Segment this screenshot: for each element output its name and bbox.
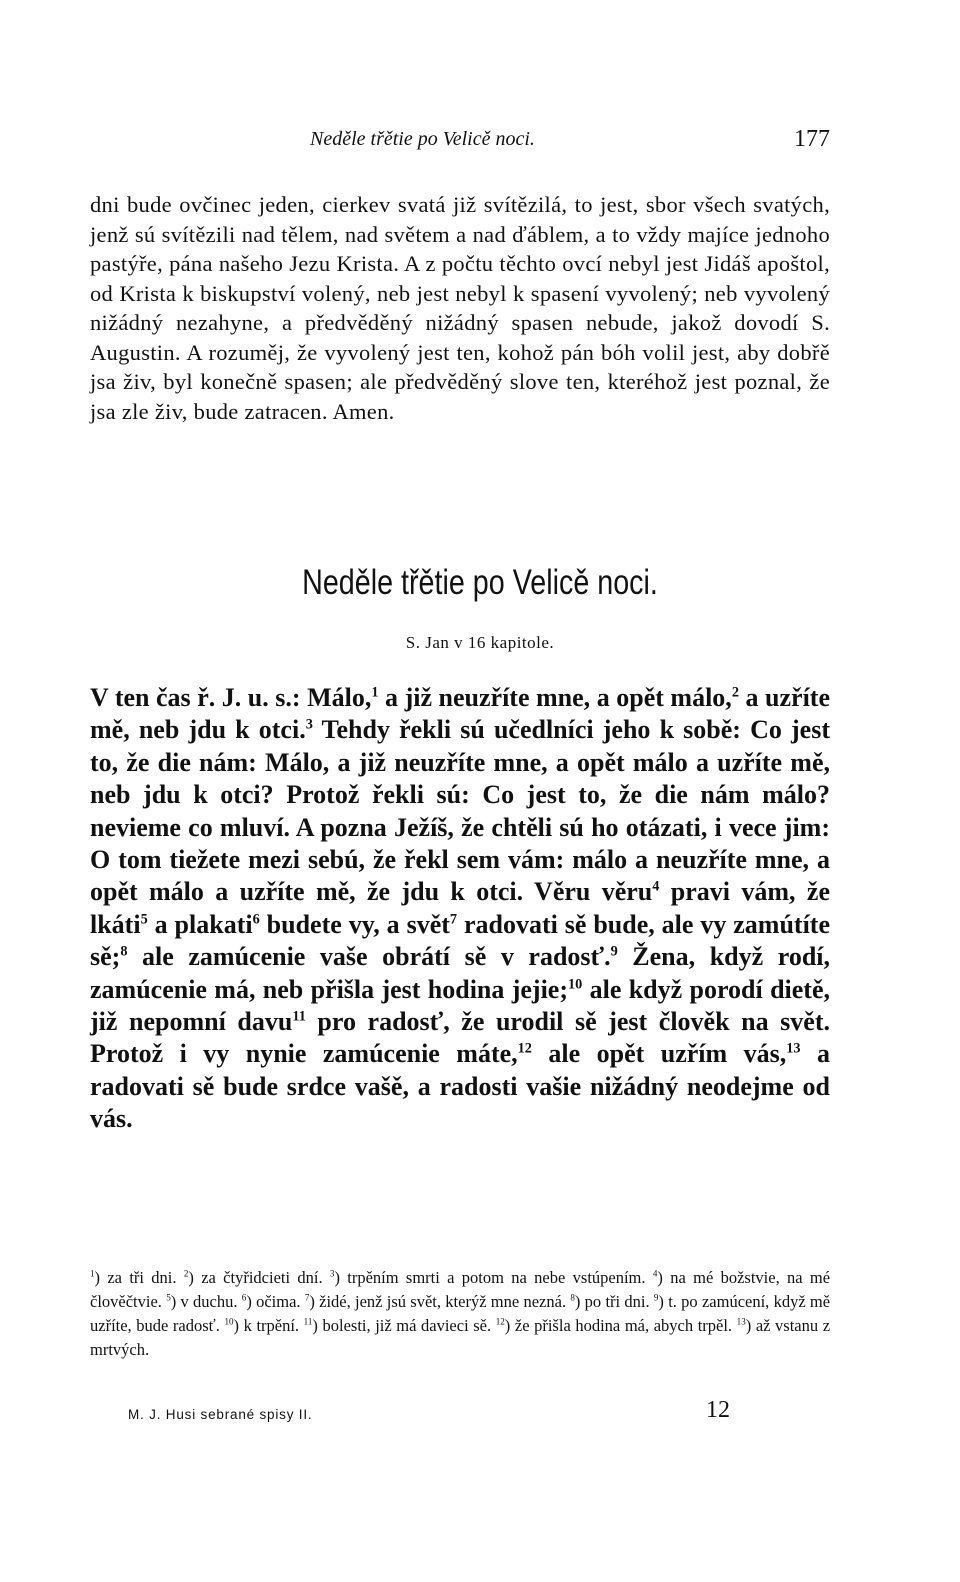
- footnote-13: $^{13}$) až vstanu z mrtvých.: [90, 1316, 831, 1359]
- footnote-text: na mé božstvie, na mé člověčtvie.: [90, 1268, 831, 1311]
- page-number: 177: [794, 126, 830, 152]
- text-segment: a plakati: [147, 909, 253, 939]
- footnote-number: 6: [241, 1292, 247, 1303]
- footnote-marker: 6: [252, 911, 260, 928]
- footnote-12: $^{12}$) že přišla hodina má, abych trpěl.: [495, 1316, 733, 1335]
- footnote-6: $^6$) očima.: [241, 1292, 301, 1311]
- footnote-marker: 10: [568, 976, 583, 992]
- paragraph-continuation: dni bude ovčinec jeden, cierkev svatá již svítězilá, to jest, sbor všech svatých, jenž sú svítězili nad tělem, nad světem a nad ďáblem, a to vždy majíce jednoho pastýře, pána našeho Jezu Krista. A z počtu těchto ovcí nebyl jest Jidáš apoštol, od Krista k biskupství volený, neb jest nebyl k spasení vyvolený; neb vyvolený nižádný nezahyne, a předvěděný nižádný spasen nebude, jakož dovodí S. Augustin. A rozuměj, že vyvolený jest ten, kohož pán bóh volil jest, aby dobřě jsa živ, byl konečně spasen; ale předvěděný slove ten, kteréhož jest poznal, že jsa zle živ, bude zatracen. Amen.: [90, 192, 830, 424]
- footnote-marker: 3: [305, 716, 313, 733]
- footnote-10: $^{10}$) k trpění.: [224, 1316, 300, 1335]
- footnote-5: $^5$) v duchu.: [166, 1292, 238, 1311]
- footnote-number: 4: [652, 1268, 658, 1279]
- footnote-marker: 1: [371, 684, 379, 701]
- footnote-text: až vstanu z mrtvých.: [90, 1316, 831, 1359]
- footnote-text: k trpění.: [243, 1316, 300, 1335]
- footnote-marker: 7: [449, 911, 458, 928]
- footnote-marker: 4: [652, 878, 660, 895]
- text-segment: Žena, když rodí, zamúcenie má, neb přišla jest hodina jejie;: [90, 942, 831, 1004]
- footnote-7: $^7$) židé, jenž jsú svět, kterýž mne nezná.: [304, 1292, 567, 1311]
- sheet-number: 12: [706, 1397, 730, 1423]
- footnote-marker: 2: [731, 684, 739, 701]
- footnote-text: očima.: [256, 1292, 301, 1311]
- footnote-number: 2: [183, 1268, 189, 1279]
- footnote-text: po tři dni.: [584, 1292, 650, 1311]
- footnote-number: 9: [653, 1292, 659, 1303]
- footnote-3: $^3$) trpěním smrti a potom na nebe vstúpením.: [329, 1268, 646, 1287]
- footnote-text: trpěním smrti a potom na nebe vstúpením.: [347, 1268, 646, 1287]
- footnote-text: židé, jenž jsú svět, kterýž mne nezná.: [319, 1292, 567, 1311]
- footnote-text: t. po zamúcení, když mě uzříte, bude radosť.: [90, 1292, 831, 1335]
- footnote-marker: 5: [140, 911, 148, 928]
- footnote-marker: 11: [292, 1008, 306, 1025]
- footnote-2: $^2$) za čtyřidcieti dní.: [183, 1268, 323, 1287]
- text-segment: ale opět uzřím vás,: [531, 1039, 787, 1069]
- footnote-text: v duchu.: [180, 1292, 238, 1311]
- footnote-number: 5: [166, 1292, 171, 1303]
- text-segment: ale když porodí dietě, již nepomní davu: [90, 974, 830, 1037]
- footnote-number: 10: [224, 1316, 234, 1327]
- section-subtitle: S. Jan v 16 kapitole.: [405, 633, 555, 652]
- text-segment: a radovati sě bude srdce vašě, a radosti vašie nižádný neodejme od vás.: [90, 1039, 830, 1134]
- footnote-8: $^8$) po tři dni.: [570, 1292, 650, 1311]
- text-segment: a uzříte mě, neb jdu k otci.: [90, 683, 830, 745]
- footnote-4: $^4$) na mé božstvie, na mé člověčtvie.: [90, 1268, 831, 1311]
- footnote-marker: 8: [120, 943, 128, 960]
- signature-mark: M. J. Husi sebrané spisy II.: [128, 1407, 313, 1422]
- footnote-9: $^9$) t. po zamúcení, když mě uzříte, bude radosť.: [90, 1292, 831, 1335]
- footnote-text: za čtyřidcieti dní.: [201, 1268, 323, 1287]
- footnote-number: 3: [329, 1268, 335, 1279]
- text-segment: budete vy, a svět: [259, 909, 450, 939]
- text-segment: Tehdy řekli sú učedlníci jeho k sobě: Co jest to, že die nám: Málo, a již neuzříte mne, a opět málo a uzříte mě, neb jdu k otci? Protož řekli sú: Co jest to, že die nám málo? nevieme co mluví. A pozna Ježíš, že chtěli sú ho otázati, i vece jim: O tom tiežete mezi sebú, že řekl sem vám: málo a neuzříte mne, a opět málo a uzříte mě, že jdu k otci. Věru věru: [90, 715, 830, 907]
- text-segment: a již neuzříte mne, a opět málo,: [378, 683, 732, 712]
- text-segment: ale zamúcenie vaše obrátí sě v radosť.: [127, 942, 611, 972]
- footnote-number: 11: [303, 1316, 313, 1327]
- text-segment: pro radosť, že urodil sě jest člověk na svět. Protož i vy nynie zamúcenie máte,: [90, 1007, 830, 1069]
- footnote-number: 7: [304, 1292, 310, 1303]
- footnote-text: že přišla hodina má, abych trpěl.: [514, 1316, 733, 1335]
- footnote-number: 12: [495, 1316, 505, 1327]
- section-title: Neděle třětie po Velicě noci.: [302, 563, 658, 602]
- footnote-marker: 13: [786, 1040, 801, 1057]
- text-segment: pravi vám, že lkáti: [90, 877, 830, 939]
- footnote-11: $^{11}$) bolesti, již má davieci sě.: [303, 1316, 492, 1335]
- gospel-reading-paragraph: [90, 682, 830, 1136]
- footnotes: [90, 1266, 830, 1362]
- footnote-number: 13: [736, 1316, 746, 1327]
- footnote-marker: 9: [610, 943, 618, 960]
- footnote-marker: 12: [517, 1040, 532, 1057]
- running-title: Neděle třětie po Velicě noci.: [310, 128, 535, 150]
- text-segment: radovati sě bude, ale vy zamútíte sě;: [90, 909, 831, 972]
- footnote-text: bolesti, již má davieci sě.: [322, 1316, 492, 1335]
- page-header: [310, 128, 830, 158]
- text-segment: V ten čas ř. J. u. s.: Málo,: [90, 683, 372, 712]
- footnote-1: $^1$) za tři dni.: [90, 1268, 177, 1287]
- footnote-number: 1: [90, 1268, 95, 1279]
- footnote-number: 8: [570, 1292, 575, 1303]
- footnote-text: za tři dni.: [107, 1268, 177, 1287]
- page-footer: [90, 1397, 730, 1427]
